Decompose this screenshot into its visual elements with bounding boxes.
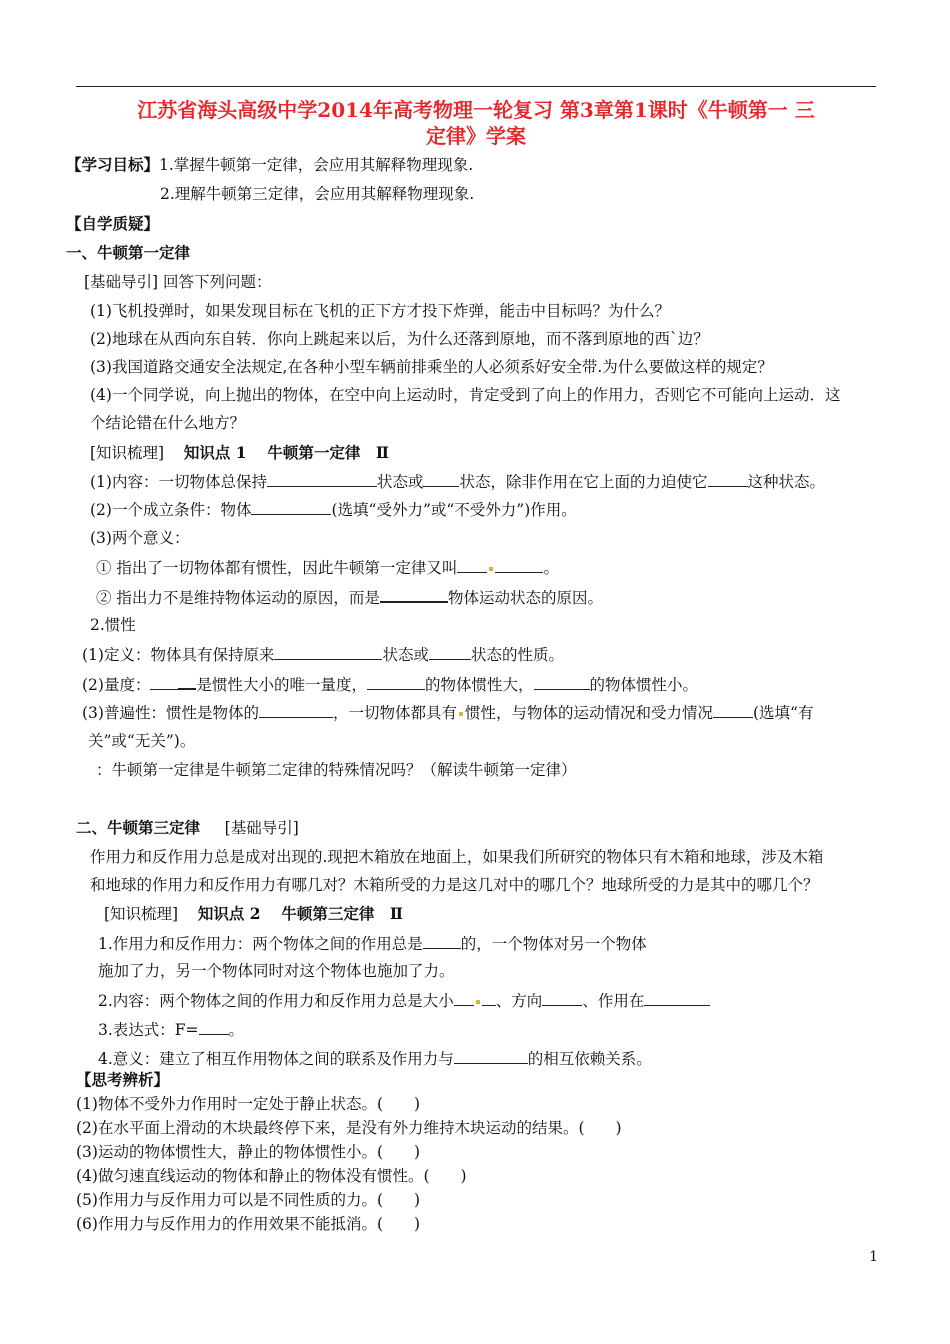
think-item-4: (4)做匀速直线运动的物体和静止的物体没有惯性。( ): [76, 1167, 467, 1185]
fill-blank[interactable]: [423, 470, 459, 487]
fill-blank[interactable]: [259, 701, 333, 718]
significance-text-b: 的相互依赖关系。: [527, 1050, 652, 1068]
universality-text-c: 惯性，与物体的运动情况和受力情况: [464, 704, 713, 722]
doc-title-line2: 定律》学案: [426, 124, 526, 148]
page-number: 1: [869, 1249, 878, 1265]
content-1-text-c: 状态，除非作用在它上面的力迫使它: [459, 473, 708, 491]
question-1: (1)飞机投弹时，如果发现目标在飞机的正下方才投下炸弹，能击中目标吗？为什么？: [90, 302, 670, 320]
expression-text-a: 3.表达式：F=: [98, 1021, 199, 1039]
section2-heading-row: [76, 817, 299, 839]
think-item-3: (3)运动的物体惯性大，静止的物体惯性小。( ): [76, 1143, 421, 1161]
fill-blank[interactable]: [380, 585, 448, 603]
fill-blank[interactable]: [482, 989, 496, 1006]
inertia-heading: 2.惯性: [90, 616, 136, 634]
content-3: (3)两个意义：: [90, 529, 190, 547]
question-3: (3)我国道路交通安全法规定,在各种小型车辆前排乘坐的人必须系好安全带.为什么要做这样的规定？: [90, 358, 773, 376]
question-2: (2)地球在从西向东自转．你向上跳起来以后，为什么还落到原地，而不落到原地的西`边？: [90, 330, 709, 348]
guide-bracket-1: [基础导引]: [84, 273, 159, 291]
objectives-row: [66, 154, 473, 176]
action-reaction-line1: [98, 932, 647, 955]
guide-row-1: [84, 271, 272, 293]
meaning-1: [96, 556, 559, 579]
fill-blank[interactable]: [708, 470, 748, 487]
mark-dot: [476, 1000, 480, 1004]
mark-dot: [489, 567, 493, 571]
guide-bracket-2: [基础导引]: [224, 819, 299, 837]
content-law3: [98, 989, 710, 1012]
fill-blank[interactable]: [644, 989, 710, 1006]
universality-text-a: (3)普遍性：惯性是物体的: [82, 704, 259, 722]
universality-text-d: (选填“有: [753, 704, 814, 722]
measure-text-a: (2)量度：: [82, 676, 151, 694]
think-heading: 【思考辨析】: [76, 1070, 170, 1089]
definition-text-a: (1)定义：物体具有保持原来: [82, 646, 275, 664]
section2-paragraph-line1: 作用力和反作用力总是成对出现的.现把木箱放在地面上，如果我们所研究的物体只有木箱和地球，涉及木箱: [90, 848, 824, 866]
fill-blank[interactable]: [251, 498, 331, 515]
universality-line2: 关”或“无关”)。: [88, 732, 196, 750]
measure-text-b: 是惯性大小的唯一量度，: [196, 676, 367, 694]
fill-blank[interactable]: [542, 989, 582, 1006]
significance-line: [98, 1047, 652, 1070]
universality: [82, 701, 813, 724]
fill-blank[interactable]: [454, 989, 474, 1006]
fill-blank[interactable]: [429, 643, 471, 660]
measure-text-d: 的物体惯性小。: [589, 676, 699, 694]
mark-dot: [459, 712, 463, 716]
meaning-1-text-a: ① 指出了一切物体都有惯性，因此牛顿第一定律又叫: [96, 559, 458, 577]
knowledge-point-1: 知识点 1 牛顿第一定律 Ⅱ: [183, 443, 389, 462]
knowledge-row-1: [90, 442, 389, 464]
definition-text-b: 状态或: [382, 646, 429, 664]
fill-blank[interactable]: [495, 556, 543, 573]
fill-blank[interactable]: [367, 673, 425, 690]
section2-paragraph-line2: 和地球的作用力和反作用力有哪几对？木箱所受的力是这几对中的哪几个？地球所受的力是其中的哪几个？: [90, 876, 819, 894]
fill-blank[interactable]: [267, 470, 377, 487]
self-study-heading: 【自学质疑】: [66, 214, 160, 233]
doc-title-line1: 江苏省海头高级中学2014年高考物理一轮复习 第3章第1课时《牛顿第一 三: [137, 98, 815, 122]
content-1-text-d: 这种状态。: [747, 473, 826, 491]
action-reaction-line2: 施加了力，另一个物体同时对这个物体也施加了力。: [98, 962, 455, 980]
expression-text-b: 。: [228, 1021, 245, 1039]
knowledge-bracket-1: [知识梳理]: [90, 444, 165, 462]
meaning-2-text-b: 物体运动状态的原因。: [447, 589, 603, 607]
fill-blank[interactable]: [150, 673, 178, 690]
objectives-label: 【学习目标】: [66, 155, 160, 174]
content-2: [90, 498, 577, 521]
fill-blank[interactable]: [457, 556, 487, 573]
think-item-2: (2)在水平面上滑动的木块最终停下来，是没有外力维持木块运动的结果。( ): [76, 1119, 622, 1137]
section1-heading: 一、牛顿第一定律: [66, 243, 191, 262]
meaning-2-text-a: ② 指出力不是维持物体运动的原因，而是: [96, 589, 380, 607]
knowledge-row-2: [104, 903, 403, 925]
content-2-text-a: (2)一个成立条件：物体: [90, 501, 252, 519]
meaning-1-text-b: 。: [543, 559, 559, 577]
header-rule: [76, 86, 876, 87]
measure-text-c: 的物体惯性大，: [424, 676, 534, 694]
fill-blank[interactable]: [534, 673, 590, 690]
knowledge-point-2: 知识点 2 牛顿第三定律 Ⅱ: [197, 904, 403, 923]
law3-text-c: 、作用在: [582, 992, 645, 1010]
universality-text-b: ，一切物体都具有: [332, 704, 457, 722]
think-item-6: (6)作用力与反作用力的作用效果不能抵消。( ): [76, 1215, 421, 1233]
definition: [82, 643, 564, 666]
think-item-1: (1)物体不受外力作用时一定处于静止状态。( ): [76, 1095, 421, 1113]
meaning-2: [96, 585, 603, 609]
law3-text-a: 2.内容：两个物体之间的作用力和反作用力总是大小: [98, 992, 454, 1010]
content-2-text-b: (选填“受外力”或“不受外力”)作用。: [331, 501, 577, 519]
content-1-text-a: (1)内容：一切物体总保持: [90, 473, 267, 491]
fill-blank[interactable]: [423, 932, 461, 949]
content-1: [90, 470, 825, 493]
note-line: ：牛顿第一定律是牛顿第二定律的特殊情况吗？（解读牛顿第一定律）: [96, 761, 577, 779]
think-item-5: (5)作用力与反作用力可以是不同性质的力。( ): [76, 1191, 421, 1209]
objective-1: 1.掌握牛顿第一定律，会应用其解释物理现象.: [159, 156, 474, 174]
action-text-b: 的，一个物体对另一个物体: [460, 935, 647, 953]
definition-text-c: 状态的性质。: [470, 646, 564, 664]
guide-text-1: 回答下列问题：: [163, 273, 272, 291]
significance-text-a: 4.意义：建立了相互作用物体之间的联系及作用力与: [98, 1050, 454, 1068]
fill-blank[interactable]: [178, 672, 196, 690]
expression-line: [98, 1018, 244, 1041]
measure: [82, 672, 698, 696]
question-4-line1: (4)一个同学说，向上抛出的物体，在空中向上运动时，肯定受到了向上的作用力，否则它不可能向上运动．这: [90, 386, 841, 404]
fill-blank[interactable]: [454, 1047, 528, 1064]
fill-blank[interactable]: [274, 643, 382, 660]
fill-blank[interactable]: [199, 1018, 229, 1035]
content-1-text-b: 状态或: [376, 473, 424, 491]
knowledge-bracket-2: [知识梳理]: [104, 905, 179, 923]
fill-blank[interactable]: [713, 701, 753, 718]
question-4-line2: 个结论错在什么地方？: [90, 414, 246, 432]
law3-text-b: 、方向: [495, 992, 543, 1010]
action-text-a: 1.作用力和反作用力：两个物体之间的作用总是: [98, 935, 423, 953]
section2-heading: 二、牛顿第三定律: [76, 818, 201, 837]
objective-2: 2.理解牛顿第三定律，会应用其解释物理现象.: [160, 185, 475, 203]
